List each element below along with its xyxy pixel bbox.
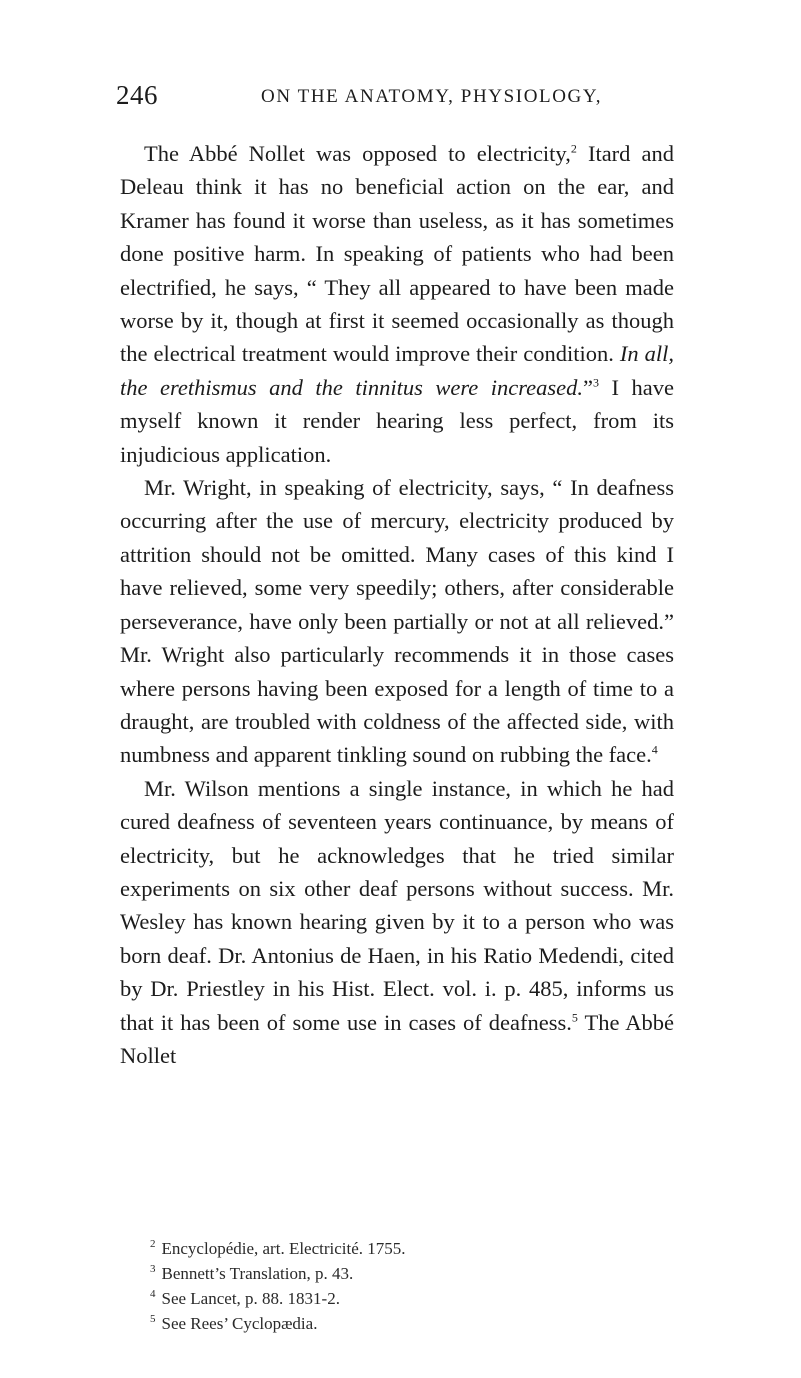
footnote-mark: 4 [150, 1288, 156, 1301]
footnote-ref-2: 2 [570, 141, 577, 156]
footnote-ref-3: 3 [593, 375, 600, 390]
footnote-text: Bennett’s Translation, p. 43. [161, 1264, 354, 1283]
running-head: ON THE ANATOMY, PHYSIOLOGY, [261, 86, 603, 107]
paragraph-1-close-quote: ” [583, 374, 594, 400]
footnote-text: See Lancet, p. 88. 1831-2. [161, 1289, 340, 1308]
footnote-text: See Rees’ Cyclopædia. [161, 1314, 318, 1333]
page-number: 246 [116, 80, 158, 110]
footnote-ref-4: 4 [651, 742, 658, 757]
footnote-mark: 5 [150, 1313, 156, 1326]
footnote-mark: 2 [150, 1238, 156, 1251]
paragraph-1-part-a: The Abbé Nollet was opposed to electricity, [144, 141, 571, 166]
body-text [120, 137, 674, 1072]
paragraph-3 [120, 772, 674, 1073]
footnotes [150, 1236, 670, 1336]
footnote [150, 1311, 670, 1336]
page-header [116, 80, 676, 120]
paragraph-2 [120, 471, 674, 772]
paragraph-3-part-a: Mr. Wilson mentions a single instance, in which he had cured deafness of seventeen years continuance, by means of electricity, but he acknowledges that he tried similar experiments on six other deaf persons without success. Mr. Wesley has known hearing given by it to a person who was born deaf. Dr. Antonius de Haen, in his Ratio Medendi, cited by Dr. Priestley in his Hist. Elect. vol. i. p. 485, informs us that it has been of some use in cases of deafness. [120, 775, 674, 1035]
paragraph-1-part-b: Itard and Deleau think it has no beneficial action on the ear, and Kramer has found it worse than useless, as it has sometimes done positive harm. In speaking of patients who had been electrified, he says, “ They all appeared to have been made worse by it, though at first it seemed occasionally as though the electrical treatment would improve their condition. [120, 141, 674, 367]
footnote [150, 1236, 670, 1261]
footnote [150, 1286, 670, 1311]
paragraph-1-italic-quote: In all, the erethismus and the tinnitus were increased. [120, 341, 674, 400]
paragraph-1-part-d: I have myself known it render hearing less perfect, from its injudicious application. [120, 374, 675, 467]
paragraph-3-part-b: The Abbé Nollet [120, 1009, 674, 1068]
paragraph-1 [120, 137, 674, 471]
paragraph-2-text: Mr. Wright, in speaking of electricity, says, “ In deafness occurring after the use of mercury, electricity produced by attrition should not be omitted. Many cases of this kind I have relieved, some very speedily; others, after considerable perseverance, have only been partially or not at all relieved.” Mr. Wright also particularly recommends it in those cases where persons having been exposed for a length of time to a draught, are troubled with coldness of the affected side, with numbness and apparent tinkling sound on rubbing the face. [120, 475, 674, 768]
footnote-text: Encyclopédie, art. Electricité. 1755. [161, 1239, 406, 1258]
footnote-mark: 3 [150, 1263, 156, 1276]
footnote [150, 1261, 670, 1286]
footnote-ref-5: 5 [571, 1010, 578, 1025]
